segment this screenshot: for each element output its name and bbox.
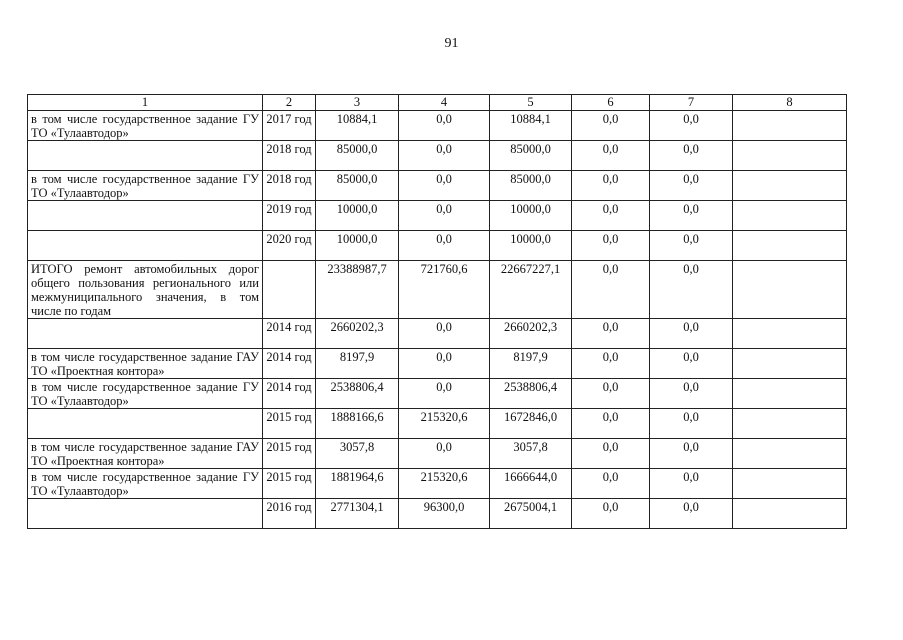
cell-col7: 0,0 (650, 231, 733, 261)
cell-col5: 85000,0 (490, 141, 572, 171)
cell-col3: 1881964,6 (316, 469, 399, 499)
cell-col8 (733, 349, 847, 379)
cell-col6: 0,0 (572, 439, 650, 469)
cell-col6: 0,0 (572, 171, 650, 201)
cell-col4: 0,0 (399, 201, 490, 231)
row-description: ИТОГО ремонт автомобильных дорог общего пользования регионального или межмуниципального значения, в том числе по годам (28, 261, 263, 319)
table-row (28, 379, 847, 409)
column-header: 1 (28, 95, 263, 111)
page-number: 91 (444, 36, 459, 51)
cell-col7: 0,0 (650, 379, 733, 409)
cell-col8 (733, 379, 847, 409)
cell-col3: 85000,0 (316, 141, 399, 171)
cell-col6: 0,0 (572, 469, 650, 499)
cell-col3: 2771304,1 (316, 499, 399, 529)
cell-col4: 0,0 (399, 231, 490, 261)
row-description: в том числе государственное задание ГУ ТО «Тулаавтодор» (28, 379, 263, 409)
cell-col7: 0,0 (650, 499, 733, 529)
row-year: 2015 год (263, 469, 316, 499)
cell-col6: 0,0 (572, 201, 650, 231)
cell-col5: 10884,1 (490, 111, 572, 141)
cell-col3: 85000,0 (316, 171, 399, 201)
cell-col6: 0,0 (572, 111, 650, 141)
cell-col8 (733, 261, 847, 319)
table-row (28, 319, 847, 349)
row-year: 2018 год (263, 171, 316, 201)
row-year: 2019 год (263, 201, 316, 231)
row-description (28, 141, 263, 171)
cell-col5: 1672846,0 (490, 409, 572, 439)
cell-col8 (733, 409, 847, 439)
row-description (28, 201, 263, 231)
cell-col7: 0,0 (650, 201, 733, 231)
cell-col6: 0,0 (572, 409, 650, 439)
table-row (28, 499, 847, 529)
row-year: 2014 год (263, 319, 316, 349)
cell-col6: 0,0 (572, 499, 650, 529)
cell-col8 (733, 469, 847, 499)
cell-col4: 0,0 (399, 439, 490, 469)
column-header: 6 (572, 95, 650, 111)
cell-col4: 215320,6 (399, 409, 490, 439)
table-row (28, 171, 847, 201)
row-year: 2017 год (263, 111, 316, 141)
cell-col6: 0,0 (572, 231, 650, 261)
cell-col3: 2538806,4 (316, 379, 399, 409)
cell-col5: 10000,0 (490, 231, 572, 261)
cell-col8 (733, 319, 847, 349)
cell-col6: 0,0 (572, 379, 650, 409)
cell-col7: 0,0 (650, 469, 733, 499)
column-header: 4 (399, 95, 490, 111)
cell-col7: 0,0 (650, 439, 733, 469)
table-row (28, 439, 847, 469)
cell-col8 (733, 499, 847, 529)
cell-col8 (733, 171, 847, 201)
column-header: 7 (650, 95, 733, 111)
cell-col5: 2538806,4 (490, 379, 572, 409)
cell-col7: 0,0 (650, 171, 733, 201)
row-description (28, 499, 263, 529)
table-header-row (28, 95, 847, 111)
cell-col5: 2660202,3 (490, 319, 572, 349)
cell-col4: 215320,6 (399, 469, 490, 499)
cell-col8 (733, 231, 847, 261)
cell-col3: 1888166,6 (316, 409, 399, 439)
table-row (28, 409, 847, 439)
cell-col3: 10000,0 (316, 201, 399, 231)
table-row (28, 201, 847, 231)
cell-col5: 85000,0 (490, 171, 572, 201)
cell-col5: 2675004,1 (490, 499, 572, 529)
cell-col8 (733, 439, 847, 469)
cell-col3: 10884,1 (316, 111, 399, 141)
row-year: 2020 год (263, 231, 316, 261)
row-description: в том числе государственное задание ГУ ТО «Тулаавтодор» (28, 469, 263, 499)
row-year: 2014 год (263, 379, 316, 409)
cell-col7: 0,0 (650, 261, 733, 319)
cell-col5: 10000,0 (490, 201, 572, 231)
cell-col3: 10000,0 (316, 231, 399, 261)
table-row (28, 469, 847, 499)
cell-col4: 0,0 (399, 141, 490, 171)
row-year: 2014 год (263, 349, 316, 379)
cell-col4: 0,0 (399, 379, 490, 409)
table-row (28, 349, 847, 379)
cell-col5: 8197,9 (490, 349, 572, 379)
cell-col3: 8197,9 (316, 349, 399, 379)
cell-col5: 3057,8 (490, 439, 572, 469)
cell-col8 (733, 111, 847, 141)
row-description (28, 319, 263, 349)
cell-col8 (733, 201, 847, 231)
row-description: в том числе государственное задание ГУ ТО «Тулаавтодор» (28, 111, 263, 141)
cell-col5: 22667227,1 (490, 261, 572, 319)
table-row-total (28, 261, 847, 319)
cell-col6: 0,0 (572, 261, 650, 319)
column-header: 2 (263, 95, 316, 111)
cell-col4: 0,0 (399, 111, 490, 141)
row-description (28, 231, 263, 261)
table-row (28, 141, 847, 171)
cell-col5: 1666644,0 (490, 469, 572, 499)
cell-col3: 23388987,7 (316, 261, 399, 319)
cell-col3: 2660202,3 (316, 319, 399, 349)
row-year: 2018 год (263, 141, 316, 171)
cell-col7: 0,0 (650, 111, 733, 141)
cell-col4: 721760,6 (399, 261, 490, 319)
cell-col7: 0,0 (650, 349, 733, 379)
cell-col4: 0,0 (399, 171, 490, 201)
budget-table (27, 94, 847, 529)
cell-col8 (733, 141, 847, 171)
row-description: в том числе государственное задание ГАУ ТО «Проектная контора» (28, 349, 263, 379)
row-year: 2015 год (263, 439, 316, 469)
cell-col3: 3057,8 (316, 439, 399, 469)
row-year (263, 261, 316, 319)
row-description: в том числе государственное задание ГАУ ТО «Проектная контора» (28, 439, 263, 469)
table-row (28, 111, 847, 141)
row-year: 2016 год (263, 499, 316, 529)
row-year: 2015 год (263, 409, 316, 439)
cell-col4: 96300,0 (399, 499, 490, 529)
row-description (28, 409, 263, 439)
column-header: 3 (316, 95, 399, 111)
cell-col6: 0,0 (572, 319, 650, 349)
column-header: 8 (733, 95, 847, 111)
cell-col4: 0,0 (399, 349, 490, 379)
cell-col4: 0,0 (399, 319, 490, 349)
table-row (28, 231, 847, 261)
cell-col6: 0,0 (572, 349, 650, 379)
cell-col7: 0,0 (650, 319, 733, 349)
cell-col7: 0,0 (650, 141, 733, 171)
cell-col7: 0,0 (650, 409, 733, 439)
column-header: 5 (490, 95, 572, 111)
row-description: в том числе государственное задание ГУ ТО «Тулаавтодор» (28, 171, 263, 201)
cell-col6: 0,0 (572, 141, 650, 171)
